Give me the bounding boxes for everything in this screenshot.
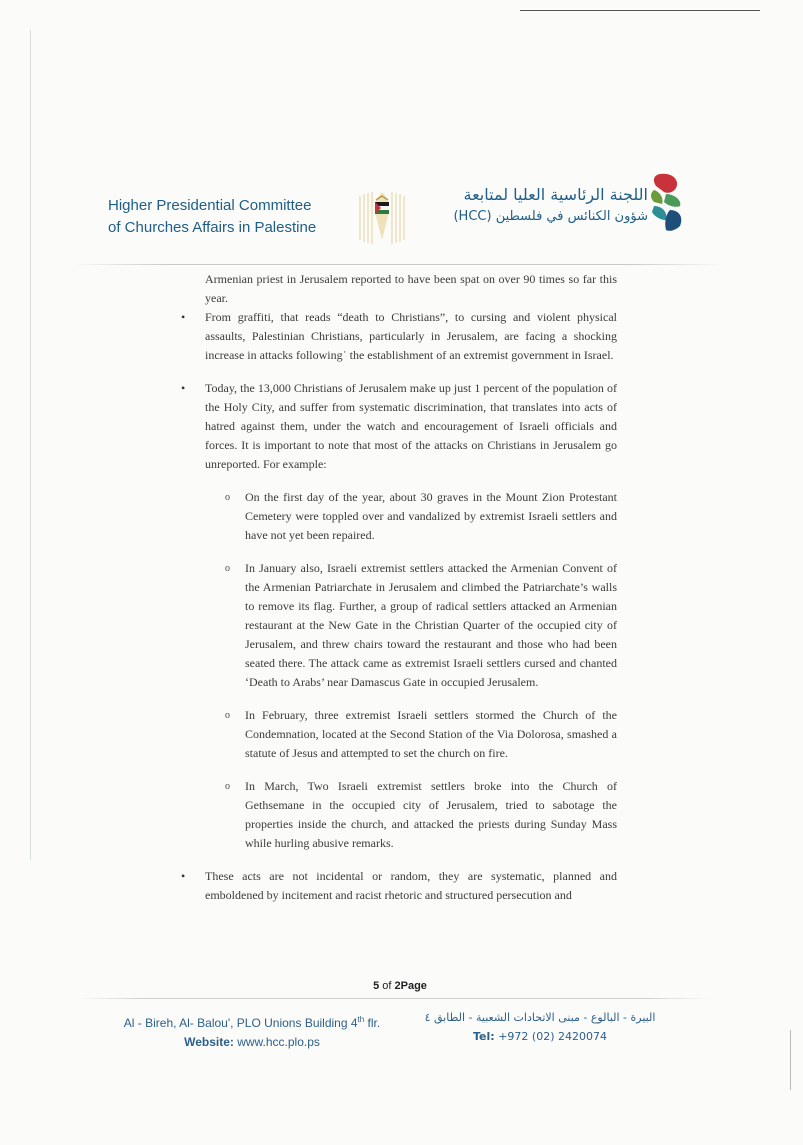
footer-address: Al - Bireh, Al- Balou', PLO Unions Building 4th flr. (123, 1015, 381, 1030)
sub-list-item (225, 488, 617, 545)
sub-list-item (225, 777, 617, 853)
bullet-circle-icon: o (225, 710, 230, 721)
footer-contact-arabic (405, 1008, 675, 1046)
bullet-dot-icon: • (181, 310, 186, 324)
org-name-english-line1: Higher Presidential Committee (108, 197, 312, 214)
page-total: 2 (394, 980, 401, 992)
document-body (181, 270, 617, 919)
footer-telephone (405, 1027, 675, 1046)
footer-website (112, 1033, 392, 1052)
sub-bullet-text: In February, three extremist Israeli settlers stormed the Church of the Condemnation, located at the Second Station of the Via Dolorosa, smashed a statute of Jesus and attempted to set the church on fire. (245, 708, 617, 760)
bullet-circle-icon: o (225, 492, 230, 503)
header-divider (70, 264, 725, 265)
bullet-text: From graffiti, that reads “death to Christians”, to cursing and violent physical assaults, Palestinian Christians, particularly in Jerusalem, are facing a shocking increase in attacks following˙ the establishment of an extremist government in Israel. (205, 310, 617, 362)
sub-list-item (225, 706, 617, 763)
org-name-arabic-line1: اللجنة الرئاسية العليا لمتابعة (463, 185, 648, 204)
org-name-english (108, 195, 348, 239)
bullet-text: Today, the 13,000 Christians of Jerusalem make up just 1 percent of the population of the Holy City, and suffer from systematic discrimination, that translates into acts of hatred against them, under the watch and encouragement of Israeli officials and forces. It is important to note that most of the attacks on Christians in Jerusalem go unreported. For example: (205, 381, 617, 471)
scan-artifact-line (520, 10, 760, 11)
website-label: Website: (184, 1035, 234, 1049)
page-number (360, 980, 440, 992)
website-link[interactable]: www.hcc.plo.ps (233, 1035, 320, 1049)
org-name-arabic-line2: شؤون الكنائس في فلسطين (HCC) (453, 209, 648, 224)
list-item (181, 867, 617, 905)
sub-bullet-text: In March, Two Israeli extremist settlers broke into the Church of Gethsemane in the occupied city of Jerusalem, tried to sabotage the properties inside the church, and attacked the priests during Sunday Mass while hurling abusive remarks. (245, 779, 617, 850)
scan-artifact-edge (790, 1030, 791, 1090)
page-of: of (379, 980, 395, 992)
palestinian-emblem-icon (356, 188, 408, 246)
continuation-paragraph: Armenian priest in Jerusalem reported to have been spat on over 90 times so far this year. (205, 272, 617, 305)
bullet-circle-icon: o (225, 781, 230, 792)
scan-artifact-edge (30, 30, 31, 860)
sub-bullet-text: In January also, Israeli extremist settlers attacked the Armenian Convent of the Armenian Patriarchate in Jerusalem and climbed the Patriarchate’s walls to remove its flag. Further, a group of radical settlers attacked an Armenian restaurant at the New Gate in the Christian Quarter of the occupied city of Jerusalem, and threw chairs toward the restaurant and those who had been seated there. The attack came as extremist Israeli settlers cursed and chanted ‘Death to Arabs’ near Damascus Gate in occupied Jerusalem. (245, 561, 617, 689)
sub-bullet-text: On the first day of the year, about 30 graves in the Mount Zion Protestant Cemetery were toppled over and vandalized by extremist Israeli settlers and have not yet been repaired. (245, 490, 617, 542)
footer-divider (78, 998, 710, 999)
page-suffix: Page (400, 980, 427, 992)
bullet-circle-icon: o (225, 563, 230, 574)
org-name-arabic (446, 183, 648, 227)
org-name-english-line2: of Churches Affairs in Palestine (108, 219, 317, 236)
sub-list-item (225, 559, 617, 692)
tel-value: +972 (02) 2420074 (494, 1030, 607, 1043)
hcc-logo-icon (650, 172, 684, 234)
bullet-dot-icon: • (181, 869, 186, 883)
page-current: 5 (373, 980, 380, 992)
list-item (181, 379, 617, 474)
footer-address-arabic: البيرة - البالوع - مبنى الاتحادات الشعبية - الطابق ٤ (424, 1011, 656, 1024)
bullet-text: These acts are not incidental or random, they are systematic, planned and emboldened by incitement and racist rhetoric and structured persecution and (205, 869, 617, 902)
tel-label: Tel: (473, 1030, 495, 1043)
bullet-dot-icon: • (181, 381, 186, 395)
footer-contact-english (112, 1010, 392, 1052)
list-item (181, 308, 617, 365)
